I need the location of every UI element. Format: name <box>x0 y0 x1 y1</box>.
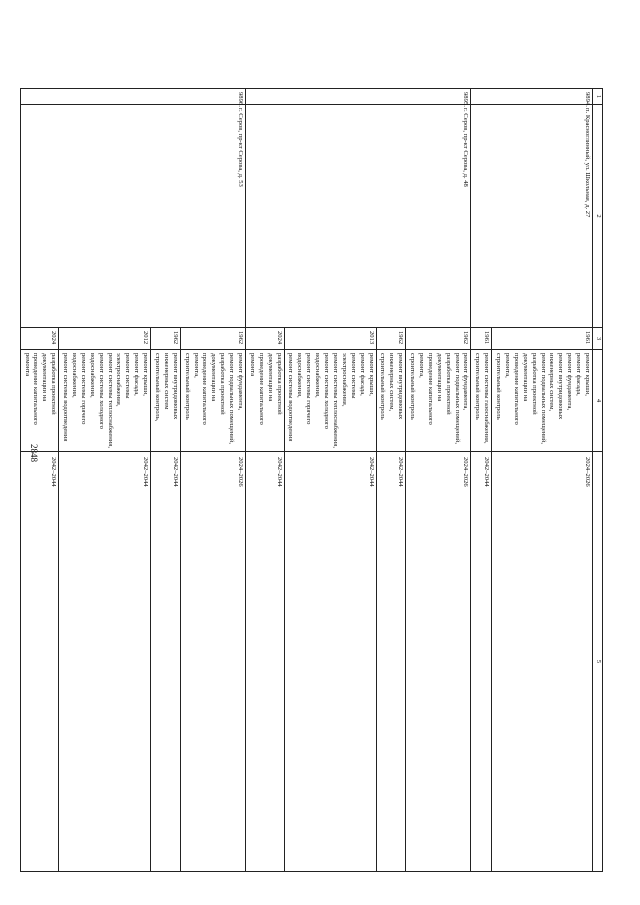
work-item: строительный контроль <box>495 353 503 420</box>
construction-year: 1962 <box>151 328 181 350</box>
repair-period: 2042–2044 <box>151 452 181 872</box>
construction-year: 2013 <box>284 328 376 350</box>
header-col-1: 1 <box>593 89 603 105</box>
construction-year: 1961 <box>471 328 492 350</box>
construction-year: 1962 <box>406 328 471 350</box>
work-item: ремонт фасада, <box>358 353 366 396</box>
work-item: ремонт системы электроснабжения, <box>340 353 357 407</box>
work-item: проведение капитального ремонта <box>248 353 265 425</box>
repair-period: 2042–2044 <box>471 452 492 872</box>
work-item: ремонт системы газоснабжения, <box>483 353 491 444</box>
repair-period: 2042–2044 <box>20 452 59 872</box>
works-list <box>284 350 376 452</box>
work-item: ремонт системы горячего водоснабжения, <box>71 353 87 425</box>
work-item: ремонт внутридомовых инженерных систем, <box>548 353 565 420</box>
repair-period: 2042–2044 <box>376 452 406 872</box>
work-item: ремонт фундамента, <box>566 353 574 411</box>
object-number: 9894. <box>471 89 593 105</box>
works-list <box>246 350 285 452</box>
work-item: ремонт системы холодного водоснабжения, <box>88 353 105 429</box>
work-item: ремонт системы горячего водоснабжения, <box>296 353 313 425</box>
repair-period: 2024–2026 <box>492 452 593 872</box>
work-item: проведение капитального ремонта, <box>192 353 209 425</box>
works-list <box>59 350 151 452</box>
work-item: строительный контроль <box>183 353 191 420</box>
page-number-text: 2848 <box>29 444 39 462</box>
construction-year: 1961 <box>492 328 593 350</box>
header-col-2: 2 <box>593 105 603 328</box>
work-item: ремонт подвальных помещений, <box>228 353 236 444</box>
work-item: ремонт крыши, <box>142 353 150 396</box>
table-header <box>593 89 603 872</box>
work-item: разработка проектной документации на <box>210 353 227 415</box>
work-item: строительный контроль <box>409 353 417 420</box>
header-col-3: 3 <box>593 328 603 350</box>
object-number: 9896. <box>20 89 245 105</box>
construction-year: 2012 <box>59 328 151 350</box>
work-item: ремонт системы холодного водоснабжения, <box>314 353 331 429</box>
works-list <box>492 350 593 452</box>
work-item: разработка проектной документации на <box>435 353 452 415</box>
table-row <box>492 89 593 872</box>
table-body <box>20 89 592 872</box>
header-col-5: 5 <box>593 452 603 872</box>
work-item: ремонт системы водоотведения <box>287 353 295 442</box>
work-item: строительный контроль, <box>154 353 162 422</box>
work-item: разработка проектной документации на <box>41 353 58 415</box>
construction-year: 1962 <box>376 328 406 350</box>
object-number: 9895. <box>246 89 471 105</box>
works-list <box>180 350 245 452</box>
repair-period: 2042–2044 <box>246 452 285 872</box>
object-address: г. Серов, пр-кт Серова, д. 48 <box>246 105 471 328</box>
work-item: ремонт фундамента, <box>462 353 470 411</box>
object-address: г. Серов, пр-кт Серова, д. 53 <box>20 105 245 328</box>
construction-year: 1962 <box>180 328 245 350</box>
works-list <box>20 350 59 452</box>
work-item: разработка проектной документации на <box>266 353 283 415</box>
work-item: строительный контроль <box>474 353 482 420</box>
object-address: п. Красноглинный, ул. Школьная, д. 27 <box>471 105 593 328</box>
work-item: ремонт фундамента, <box>237 353 245 411</box>
header-row <box>593 89 603 872</box>
works-list <box>151 350 181 452</box>
repair-period: 2042–2044 <box>59 452 151 872</box>
work-item: ремонт системы теплоснабжения, <box>331 353 339 448</box>
header-col-4: 4 <box>593 350 603 452</box>
work-item: ремонт системы электроснабжения, <box>115 353 132 407</box>
work-item: ремонт фасада, <box>575 353 583 396</box>
work-item: ремонт внутридомовых инженерных систем, <box>388 353 405 420</box>
repair-period: 2024–2026 <box>180 452 245 872</box>
work-item: ремонт подвальных помещений, <box>539 353 547 444</box>
repair-period: 2042–2044 <box>284 452 376 872</box>
repair-schedule-table <box>20 88 603 872</box>
table-row <box>406 89 471 872</box>
work-item: ремонт системы теплоснабжения, <box>106 353 114 448</box>
work-item: ремонт крыши, <box>584 353 591 396</box>
work-item: проведение капитального ремонта <box>23 353 40 425</box>
construction-year: 2024 <box>246 328 285 350</box>
work-item: ремонт внутридомовых инженерных систем <box>162 353 179 420</box>
work-item: проведение капитального ремонта, <box>417 353 434 425</box>
works-list <box>376 350 406 452</box>
works-list <box>406 350 471 452</box>
work-item: ремонт крыши, <box>367 353 375 396</box>
work-item: разработка проектной документации на <box>521 353 538 415</box>
work-item: проведение капитального ремонта, <box>503 353 520 425</box>
work-item: ремонт фасада, <box>133 353 141 396</box>
table-row <box>180 89 245 872</box>
work-item: ремонт подвальных помещений, <box>453 353 461 444</box>
construction-year: 2024 <box>20 328 59 350</box>
works-list <box>471 350 492 452</box>
repair-period: 2024–2026 <box>406 452 471 872</box>
work-item: строительный контроль <box>379 353 387 420</box>
work-item: ремонт системы водоотведения <box>62 353 70 442</box>
